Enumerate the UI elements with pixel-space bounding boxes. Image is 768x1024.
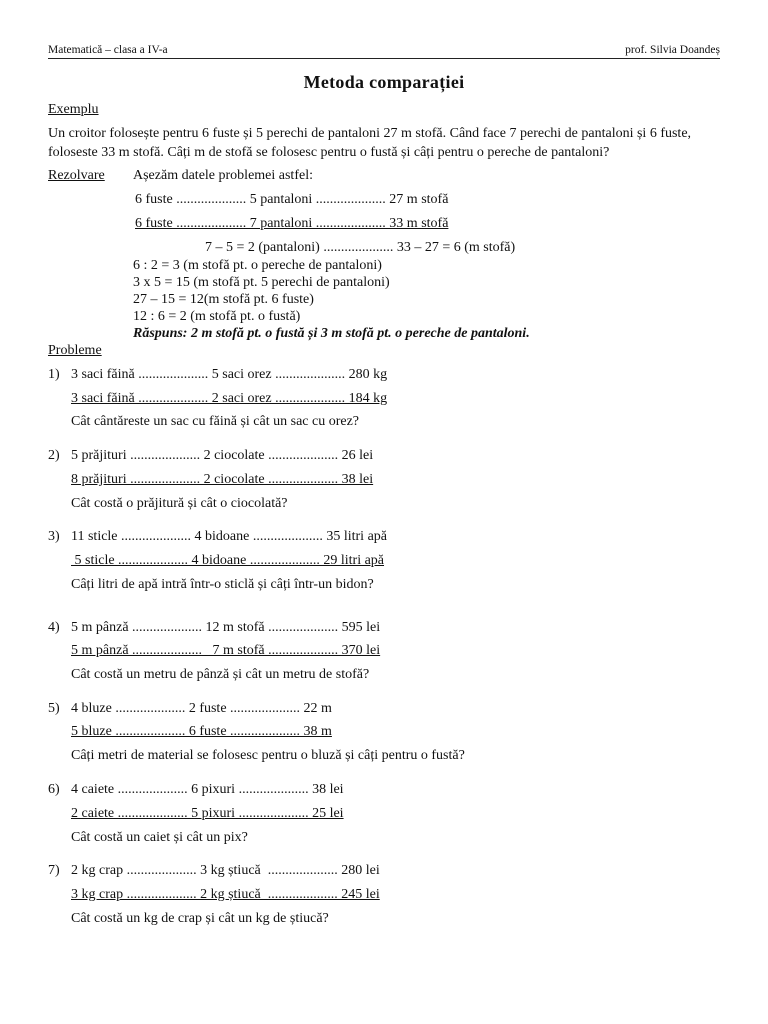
solution-step: 12 : 6 = 2 (m stofă pt. o fustă) — [133, 309, 301, 324]
problem-number: 1) — [48, 367, 60, 382]
problem-question: Cât costă o prăjitură și cât o ciocolată? — [71, 496, 288, 511]
problem-line-1: 5 prăjituri .................... 2 ciocolate .................... 26 lei — [71, 448, 374, 463]
problem-line-2: 8 prăjituri .................... 2 ciocolate .................... 38 lei — [71, 472, 374, 487]
problem-line-1: 5 m pânză .................... 12 m stofă .................... 595 lei — [71, 620, 381, 635]
problem-number: 2) — [48, 448, 60, 463]
solution-line-1: 6 fuste .................... 5 pantaloni .................... 27 m stofă — [135, 192, 449, 207]
problem-number: 7) — [48, 863, 60, 878]
problems-heading: Probleme — [48, 343, 102, 358]
problem-number: 6) — [48, 782, 60, 797]
problem-line-2: 3 saci făină .................... 2 saci orez .................... 184 kg — [71, 391, 388, 406]
solution-step: 27 – 15 = 12(m stofă pt. 6 fuste) — [133, 292, 314, 307]
problem-number: 5) — [48, 701, 60, 716]
problem-line-2: 5 sticle .................... 4 bidoane .................... 29 litri apă — [71, 553, 385, 568]
problem-line-1: 2 kg crap .................... 3 kg știucă .................... 280 lei — [71, 863, 380, 878]
problem-number: 4) — [48, 620, 60, 635]
problem-question: Cât costă un metru de pânză și cât un metru de stofă? — [71, 667, 370, 682]
problem-line-1: 3 saci făină .................... 5 saci orez .................... 280 kg — [71, 367, 388, 382]
solution-line-2: 6 fuste .................... 7 pantaloni .................... 33 m stofă — [135, 216, 449, 231]
problem-question: Cât costă un kg de crap și cât un kg de știucă? — [71, 911, 329, 926]
problem-number: 3) — [48, 529, 60, 544]
header-subject: Matematică – clasa a IV-a — [48, 44, 168, 56]
page-title: Metoda comparației — [303, 72, 465, 92]
problem-line-2: 3 kg crap .................... 2 kg știucă .................... 245 lei — [71, 887, 380, 902]
problem-line-1: 11 sticle .................... 4 bidoane .................... 35 litri apă — [71, 529, 387, 544]
problem-question: Câți litri de apă intră într-o sticlă și câți într-un bidon? — [71, 577, 374, 592]
example-text: Un croitor folosește pentru 6 fuste și 5 perechi de pantaloni 27 m stofă. Când face 7 perechi de pantaloni și 6 fuste, foloseste 33 m stofă. Câți m de stofă se folosesc pentru o fustă și câți pentru o pereche de pantaloni? — [48, 126, 692, 160]
solution-step: 3 x 5 = 15 (m stofă pt. 5 perechi de pantaloni) — [133, 275, 390, 290]
example-heading: Exemplu — [48, 102, 99, 117]
solution-step: 6 : 2 = 3 (m stofă pt. o pereche de pantaloni) — [133, 258, 382, 273]
problem-line-1: 4 caiete .................... 6 pixuri .................... 38 lei — [71, 782, 344, 797]
problem-question: Cât cântăreste un sac cu făină și cât un sac cu orez? — [71, 414, 360, 429]
page-header — [48, 42, 720, 59]
header-author: prof. Silvia Doandeș — [625, 44, 720, 56]
problem-question: Câți metri de material se folosesc pentru o bluză și câți pentru o fustă? — [71, 748, 465, 763]
problem-line-2: 5 bluze .................... 6 fuste .................... 38 m — [71, 724, 332, 739]
solution-heading: Rezolvare — [48, 168, 105, 183]
solution-answer: Răspuns: 2 m stofă pt. o fustă și 3 m stofă pt. o pereche de pantaloni. — [133, 326, 530, 341]
problem-line-2: 5 m pânză .................... 7 m stofă .................... 370 lei — [71, 643, 381, 658]
solution-intro: Așezăm datele problemei astfel: — [133, 168, 313, 183]
problem-line-1: 4 bluze .................... 2 fuste .................... 22 m — [71, 701, 332, 716]
solution-line-3: 7 – 5 = 2 (pantaloni) .................... 33 – 27 = 6 (m stofă) — [205, 240, 516, 255]
problem-question: Cât costă un caiet și cât un pix? — [71, 830, 248, 845]
problem-line-2: 2 caiete .................... 5 pixuri .................... 25 lei — [71, 806, 344, 821]
